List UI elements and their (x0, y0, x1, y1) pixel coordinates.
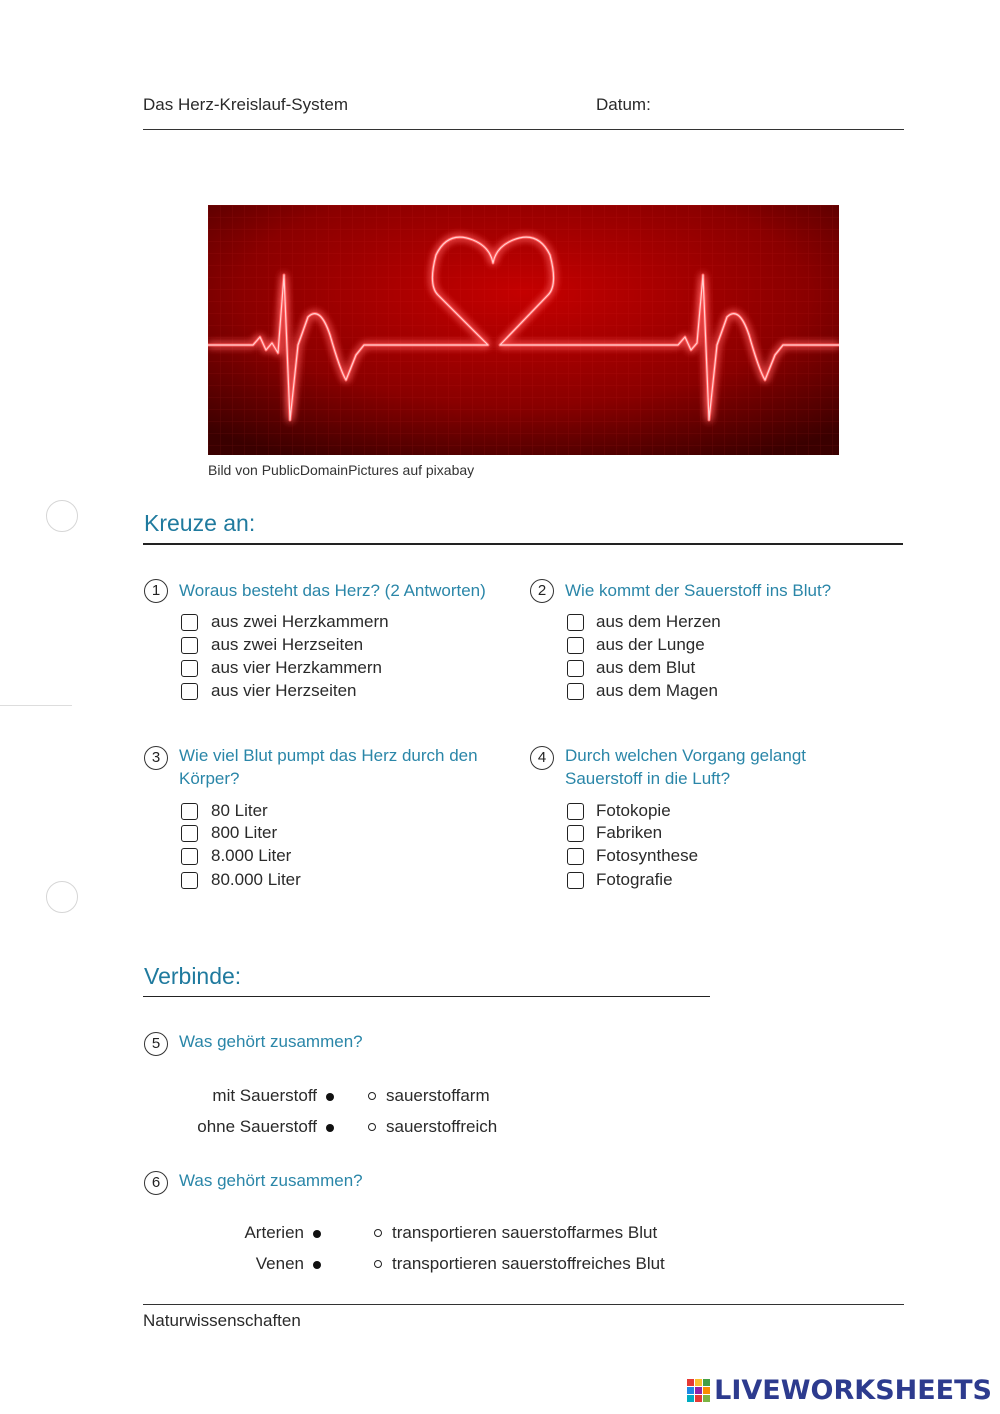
checkbox[interactable] (567, 660, 584, 677)
question-text-line2: Sauerstoff in die Luft? (565, 769, 731, 788)
question-text: Was gehört zusammen? (179, 1032, 363, 1051)
option-label: 800 Liter (211, 823, 278, 842)
match-right-dot[interactable] (368, 1123, 376, 1131)
header-divider (143, 129, 904, 130)
option-label: 80.000 Liter (211, 870, 301, 889)
match-right-dot[interactable] (374, 1260, 382, 1268)
liveworksheets-logo[interactable] (687, 1375, 992, 1406)
footer-divider (143, 1304, 904, 1305)
option-label: Fabriken (596, 823, 663, 842)
match-left-item: Venen (255, 1254, 304, 1273)
match-left-dot[interactable] (326, 1093, 334, 1101)
option-label: aus dem Blut (596, 658, 696, 677)
match-right-item: transportieren sauerstoffarmes Blut (392, 1223, 658, 1242)
question-number: 5 (144, 1032, 168, 1056)
question-text: Was gehört zusammen? (179, 1171, 363, 1190)
match-right-dot[interactable] (374, 1229, 382, 1237)
logo-text: LIVEWORKSHEETS (714, 1375, 992, 1406)
punch-hole-bottom (46, 881, 78, 913)
question-text-line1: Wie viel Blut pumpt das Herz durch den (179, 746, 478, 765)
option-label: aus der Lunge (596, 635, 705, 654)
section-divider-match (143, 996, 710, 997)
match-right-item: transportieren sauerstoffreiches Blut (392, 1254, 665, 1273)
checkbox[interactable] (181, 803, 198, 820)
question-number: 6 (144, 1171, 168, 1195)
checkbox[interactable] (181, 660, 198, 677)
option-label: aus vier Herzkammern (211, 658, 382, 677)
match-right-dot[interactable] (368, 1092, 376, 1100)
question-number: 2 (530, 579, 554, 603)
option-label: aus dem Magen (596, 681, 718, 700)
checkbox[interactable] (567, 803, 584, 820)
logo-grid-icon (687, 1379, 710, 1402)
option-label: aus zwei Herzseiten (211, 635, 364, 654)
question-text-line1: Durch welchen Vorgang gelangt (565, 746, 806, 765)
section-title-check: Kreuze an: (144, 510, 256, 536)
checkbox[interactable] (567, 614, 584, 631)
checkbox[interactable] (181, 848, 198, 865)
footer-subject: Naturwissenschaften (143, 1311, 301, 1330)
section-divider-check (143, 543, 903, 545)
match-left-item: mit Sauerstoff (212, 1086, 317, 1105)
option-label: Fotosynthese (596, 846, 699, 865)
checkbox[interactable] (181, 872, 198, 889)
question-text: Woraus besteht das Herz? (2 Antworten) (179, 581, 486, 600)
match-left-item: Arterien (244, 1223, 304, 1242)
section-title-match: Verbinde: (144, 963, 242, 989)
question-text-line2: Körper? (179, 769, 240, 788)
question-text: Wie kommt der Sauerstoff ins Blut? (565, 581, 832, 600)
date-label: Datum: (596, 95, 651, 114)
checkbox[interactable] (181, 614, 198, 631)
checkbox[interactable] (567, 683, 584, 700)
option-label: Fotografie (596, 870, 673, 889)
match-right-item: sauerstoffreich (386, 1117, 498, 1136)
image-caption: Bild von PublicDomainPictures auf pixabay (208, 462, 475, 478)
question-number: 1 (144, 579, 168, 603)
fold-mark (0, 705, 72, 706)
question-number: 3 (144, 746, 168, 770)
punch-hole-top (46, 500, 78, 532)
checkbox[interactable] (181, 637, 198, 654)
option-label: aus vier Herzseiten (211, 681, 357, 700)
match-left-item: ohne Sauerstoff (197, 1117, 317, 1136)
checkbox[interactable] (567, 848, 584, 865)
option-label: 8.000 Liter (211, 846, 292, 865)
match-left-dot[interactable] (326, 1124, 334, 1132)
heartbeat-image (208, 205, 839, 455)
checkbox[interactable] (181, 825, 198, 842)
question-number: 4 (530, 746, 554, 770)
option-label: 80 Liter (211, 801, 268, 820)
option-label: Fotokopie (596, 801, 671, 820)
checkbox[interactable] (567, 637, 584, 654)
option-label: aus dem Herzen (596, 612, 721, 631)
checkbox[interactable] (567, 825, 584, 842)
checkbox[interactable] (181, 683, 198, 700)
worksheet-title: Das Herz-Kreislauf-System (143, 95, 348, 114)
match-left-dot[interactable] (313, 1230, 321, 1238)
match-left-dot[interactable] (313, 1261, 321, 1269)
match-right-item: sauerstoffarm (386, 1086, 490, 1105)
checkbox[interactable] (567, 872, 584, 889)
option-label: aus zwei Herzkammern (211, 612, 389, 631)
